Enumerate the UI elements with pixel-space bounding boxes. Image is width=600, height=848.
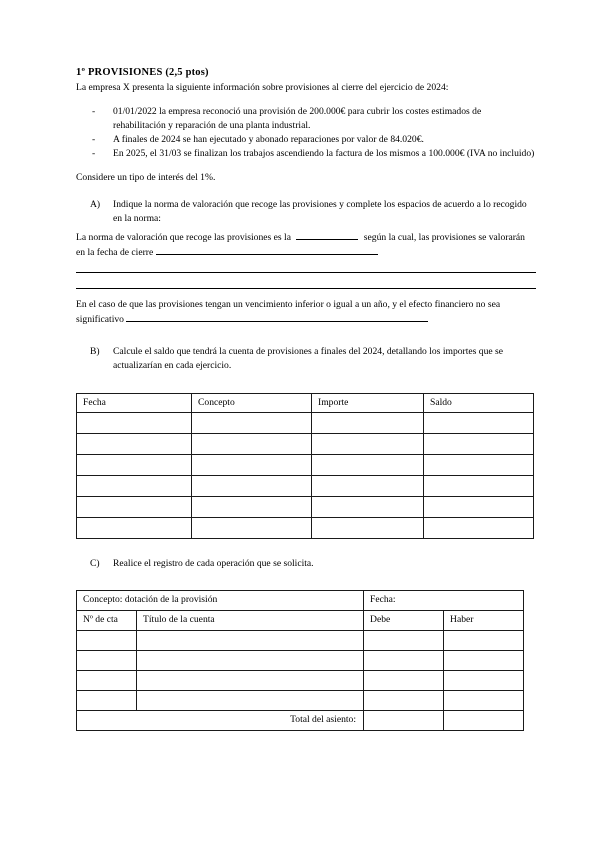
- list-item: [76, 147, 536, 161]
- cell-debe[interactable]: [364, 651, 444, 671]
- spacer: [76, 576, 536, 590]
- cell-concepto[interactable]: [192, 475, 312, 496]
- cell-fecha[interactable]: [77, 475, 192, 496]
- cell-num-cuenta[interactable]: [77, 631, 137, 651]
- cell-debe[interactable]: [364, 671, 444, 691]
- cell-importe[interactable]: [312, 496, 424, 517]
- journal-entry-table: [76, 590, 524, 731]
- spacer: [76, 539, 536, 557]
- cell-haber[interactable]: [444, 631, 524, 651]
- cell-concepto[interactable]: [192, 496, 312, 517]
- list-item-text: A finales de 2024 se han ejecutado y abonado reparaciones por valor de 84.020€.: [113, 133, 424, 145]
- section-c-prompt: Realice el registro de cada operación que se solicita.: [113, 557, 314, 569]
- cell-fecha[interactable]: [77, 517, 192, 538]
- column-header-importe: Importe: [312, 393, 424, 412]
- list-item: [76, 105, 536, 132]
- cell-fecha[interactable]: [77, 433, 192, 454]
- table-row: [77, 691, 524, 711]
- table-row: [77, 651, 524, 671]
- total-label: Total del asiento:: [77, 711, 364, 731]
- condition-text: En el caso de que las provisiones tengan un vencimiento inferior o igual a un año, y el efecto financiero no sea significativo: [76, 299, 501, 325]
- table-row: [77, 412, 534, 433]
- norma-blank-field[interactable]: [296, 231, 358, 240]
- section-b-letter: B): [90, 346, 100, 358]
- column-header-haber: Haber: [444, 611, 524, 631]
- table-row: [77, 496, 534, 517]
- intro-paragraph: La empresa X presenta la siguiente información sobre provisiones al cierre del ejercicio de 2024:: [76, 82, 449, 94]
- section-c-letter: C): [90, 557, 100, 569]
- spacer: [76, 379, 536, 393]
- cell-haber[interactable]: [444, 671, 524, 691]
- cell-concepto[interactable]: [192, 412, 312, 433]
- cell-importe[interactable]: [312, 454, 424, 475]
- cell-concepto[interactable]: [192, 454, 312, 475]
- dash-marker: -: [92, 133, 96, 145]
- provision-movements-table: [76, 393, 534, 539]
- total-haber-cell[interactable]: [444, 711, 524, 731]
- dash-marker: -: [92, 147, 96, 159]
- cell-saldo[interactable]: [424, 496, 534, 517]
- section-a-condition-paragraph: [76, 298, 536, 327]
- journal-fecha-label[interactable]: Fecha:: [364, 591, 524, 611]
- cell-fecha[interactable]: [77, 412, 192, 433]
- answer-line-2[interactable]: [76, 272, 536, 273]
- cell-concepto[interactable]: [192, 433, 312, 454]
- cell-importe[interactable]: [312, 433, 424, 454]
- column-header-num-cuenta: Nº de cta: [77, 611, 137, 631]
- cell-concepto[interactable]: [192, 517, 312, 538]
- total-debe-cell[interactable]: [364, 711, 444, 731]
- section-a: [76, 198, 536, 225]
- section-a-prompt: Indique la norma de valoración que recoge las provisiones y complete los espacios de acuerdo a lo recogido en la norma:: [113, 198, 527, 224]
- cell-num-cuenta[interactable]: [77, 651, 137, 671]
- cell-titulo-cuenta[interactable]: [137, 631, 364, 651]
- cell-fecha[interactable]: [77, 496, 192, 517]
- cell-saldo[interactable]: [424, 517, 534, 538]
- column-header-fecha: Fecha: [77, 393, 192, 412]
- cell-importe[interactable]: [312, 517, 424, 538]
- interest-rate-note: Considere un tipo de interés del 1%.: [76, 171, 216, 183]
- cell-haber[interactable]: [444, 651, 524, 671]
- cell-num-cuenta[interactable]: [77, 671, 137, 691]
- column-header-saldo: Saldo: [424, 393, 534, 412]
- section-a-letter: A): [90, 198, 101, 210]
- cell-debe[interactable]: [364, 631, 444, 651]
- cell-importe[interactable]: [312, 475, 424, 496]
- fill-text-before: La norma de valoración que recoge las provisiones es la: [76, 232, 291, 244]
- journal-total-row: [77, 711, 524, 731]
- section-a-fill-paragraph: [76, 231, 536, 260]
- list-item-text: En 2025, el 31/03 se finalizan los trabajos ascendiendo la factura de los mismos a 100.000€ (IVA no incluido): [113, 147, 535, 159]
- column-header-debe: Debe: [364, 611, 444, 631]
- cell-num-cuenta[interactable]: [77, 691, 137, 711]
- table-header-row: [77, 393, 534, 412]
- cell-titulo-cuenta[interactable]: [137, 691, 364, 711]
- column-header-concepto: Concepto: [192, 393, 312, 412]
- answer-line-4[interactable]: [126, 313, 428, 322]
- cell-saldo[interactable]: [424, 412, 534, 433]
- cell-saldo[interactable]: [424, 454, 534, 475]
- facts-list: [76, 105, 536, 160]
- dash-marker: -: [92, 106, 96, 118]
- cell-saldo[interactable]: [424, 475, 534, 496]
- spacer: [76, 327, 536, 345]
- answer-line-1[interactable]: [156, 246, 378, 255]
- cell-haber[interactable]: [444, 691, 524, 711]
- cell-saldo[interactable]: [424, 433, 534, 454]
- table-row: [77, 454, 534, 475]
- table-row: [77, 631, 524, 651]
- list-item: [76, 133, 536, 147]
- page-title: 1º PROVISIONES (2,5 ptos): [76, 67, 209, 78]
- cell-debe[interactable]: [364, 691, 444, 711]
- spacer: [76, 289, 536, 298]
- column-header-titulo-cuenta: Título de la cuenta: [137, 611, 364, 631]
- journal-concepto-label: Concepto: dotación de la provisión: [77, 591, 364, 611]
- section-b: [76, 345, 536, 372]
- list-item-text: 01/01/2022 la empresa reconoció una provisión de 200.000€ para cubrir los costes estimados de rehabilitación y reparación de una planta industrial.: [113, 106, 482, 131]
- table-row: [77, 475, 534, 496]
- section-b-prompt: Calcule el saldo que tendrá la cuenta de provisiones a finales del 2024, detallando los importes que se actualizarían en cada ejercicio.: [113, 346, 504, 372]
- table-row: [77, 517, 534, 538]
- table-header-row: [77, 611, 524, 631]
- table-row: [77, 433, 534, 454]
- table-row: [77, 671, 524, 691]
- cell-titulo-cuenta[interactable]: [137, 671, 364, 691]
- cell-titulo-cuenta[interactable]: [137, 651, 364, 671]
- fill-text-middle: según la cual, las provisiones se valorarán en la fecha de cierre: [76, 232, 525, 258]
- journal-title-row: [77, 591, 524, 611]
- section-c: [76, 557, 536, 571]
- cell-fecha[interactable]: [77, 454, 192, 475]
- cell-importe[interactable]: [312, 412, 424, 433]
